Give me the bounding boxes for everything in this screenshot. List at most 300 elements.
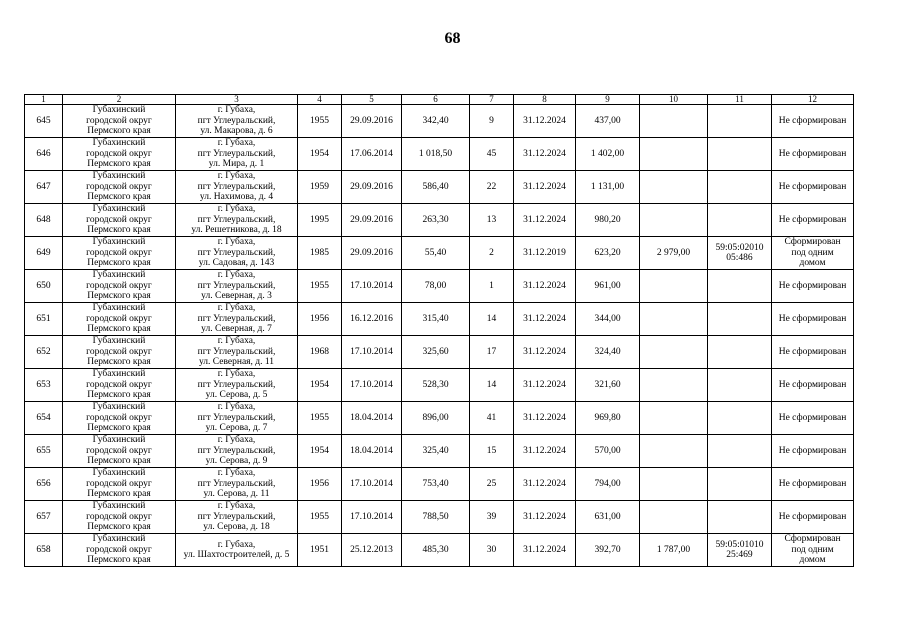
deadline-cell: 31.12.2024	[514, 402, 576, 435]
address-cell-line: г. Губаха,	[217, 171, 256, 182]
year-cell: 1955	[298, 501, 342, 534]
sum1-cell: 1 402,00	[576, 138, 640, 171]
status-cell	[772, 204, 854, 237]
sum2-cell	[640, 435, 708, 468]
row-number-cell: 658	[25, 534, 63, 567]
address-cell	[176, 402, 298, 435]
sum1-cell: 631,00	[576, 501, 640, 534]
municipality-cell-line: Пермского края	[87, 357, 151, 368]
municipality-cell-line: Губахинский	[92, 501, 146, 512]
date-cell: 17.10.2014	[342, 336, 402, 369]
area-cell: 586,40	[402, 171, 470, 204]
address-cell-line: пгт Углеуральский,	[197, 445, 276, 456]
row-number-cell: 656	[25, 468, 63, 501]
address-cell	[176, 204, 298, 237]
table-row	[25, 402, 854, 435]
column-number-cell: 5	[342, 95, 402, 105]
status-cell-line: Не сформирован	[778, 115, 847, 126]
cadastral-cell	[708, 534, 772, 567]
municipality-cell	[63, 270, 176, 303]
address-cell-line: ул. Серова, д. 7	[205, 423, 268, 434]
area-cell: 78,00	[402, 270, 470, 303]
municipality-cell-line: городской округ	[86, 247, 152, 258]
column-number-cell: 12	[772, 95, 854, 105]
address-cell-line: пгт Углеуральский,	[197, 280, 276, 291]
municipality-cell	[63, 435, 176, 468]
municipality-cell	[63, 534, 176, 567]
table-row	[25, 237, 854, 270]
status-cell-line: Сформирован	[784, 237, 841, 248]
status-cell	[772, 369, 854, 402]
sum1-cell: 392,70	[576, 534, 640, 567]
residents-cell: 45	[470, 138, 514, 171]
residents-cell: 13	[470, 204, 514, 237]
area-cell: 485,30	[402, 534, 470, 567]
status-cell-line: Не сформирован	[778, 346, 847, 357]
area-cell: 325,60	[402, 336, 470, 369]
address-cell-line: пгт Углеуральский,	[197, 478, 276, 489]
date-cell: 17.10.2014	[342, 369, 402, 402]
address-cell-line: ул. Серова, д. 5	[205, 390, 268, 401]
area-cell: 1 018,50	[402, 138, 470, 171]
row-number-cell: 652	[25, 336, 63, 369]
municipality-cell-line: Пермского края	[87, 159, 151, 170]
municipality-cell-line: городской округ	[86, 445, 152, 456]
municipality-cell-line: Пермского края	[87, 324, 151, 335]
municipality-cell-line: городской округ	[86, 313, 152, 324]
year-cell: 1995	[298, 204, 342, 237]
municipality-cell-line: Пермского края	[87, 555, 151, 566]
address-cell-line: г. Губаха,	[217, 303, 256, 314]
status-cell	[772, 270, 854, 303]
municipality-cell-line: Губахинский	[92, 204, 146, 215]
address-cell	[176, 369, 298, 402]
status-cell	[772, 468, 854, 501]
row-number-cell: 647	[25, 171, 63, 204]
table-row	[25, 534, 854, 567]
status-cell-line: домом	[799, 555, 826, 566]
sum2-cell	[640, 303, 708, 336]
municipality-cell	[63, 204, 176, 237]
sum1-cell: 794,00	[576, 468, 640, 501]
table-row	[25, 303, 854, 336]
column-number-cell: 3	[176, 95, 298, 105]
address-cell-line: пгт Углеуральский,	[197, 181, 276, 192]
municipality-cell-line: Губахинский	[92, 138, 146, 149]
status-cell-line: домом	[799, 258, 826, 269]
sum1-cell: 623,20	[576, 237, 640, 270]
municipality-cell	[63, 138, 176, 171]
row-number-cell: 654	[25, 402, 63, 435]
address-cell-line: г. Губаха,	[217, 237, 256, 248]
residents-cell: 14	[470, 369, 514, 402]
deadline-cell: 31.12.2024	[514, 336, 576, 369]
table-row	[25, 204, 854, 237]
year-cell: 1954	[298, 369, 342, 402]
column-number-cell: 10	[640, 95, 708, 105]
date-cell: 18.04.2014	[342, 435, 402, 468]
sum2-cell	[640, 138, 708, 171]
deadline-cell: 31.12.2024	[514, 105, 576, 138]
status-cell-line: Не сформирован	[778, 379, 847, 390]
municipality-cell-line: Пермского края	[87, 192, 151, 203]
column-number-cell: 6	[402, 95, 470, 105]
address-cell-line: г. Губаха,	[217, 435, 256, 446]
municipality-cell-line: Губахинский	[92, 468, 146, 479]
status-cell	[772, 402, 854, 435]
municipality-cell-line: Губахинский	[92, 369, 146, 380]
cadastral-cell	[708, 402, 772, 435]
column-number-cell: 9	[576, 95, 640, 105]
table-row	[25, 369, 854, 402]
status-cell-line: Не сформирован	[778, 148, 847, 159]
address-cell	[176, 105, 298, 138]
row-number-cell: 655	[25, 435, 63, 468]
status-cell-line: Не сформирован	[778, 511, 847, 522]
municipality-cell-line: городской округ	[86, 280, 152, 291]
cadastral-cell	[708, 501, 772, 534]
column-number-cell: 4	[298, 95, 342, 105]
address-cell	[176, 534, 298, 567]
column-number-cell: 11	[708, 95, 772, 105]
municipality-cell-line: городской округ	[86, 115, 152, 126]
cadastral-cell	[708, 204, 772, 237]
sum2-cell	[640, 369, 708, 402]
municipality-cell	[63, 336, 176, 369]
date-cell: 29.09.2016	[342, 171, 402, 204]
municipality-cell-line: Губахинский	[92, 534, 146, 545]
year-cell: 1951	[298, 534, 342, 567]
address-cell-line: пгт Углеуральский,	[197, 379, 276, 390]
column-number-cell: 7	[470, 95, 514, 105]
municipality-cell	[63, 369, 176, 402]
residents-cell: 2	[470, 237, 514, 270]
municipality-cell-line: городской округ	[86, 412, 152, 423]
sum1-cell: 570,00	[576, 435, 640, 468]
municipality-cell	[63, 303, 176, 336]
cadastral-cell-line: 59:05:01010	[715, 539, 764, 550]
sum2-cell	[640, 270, 708, 303]
row-number-cell: 657	[25, 501, 63, 534]
municipality-cell-line: Губахинский	[92, 435, 146, 446]
year-cell: 1955	[298, 105, 342, 138]
table-row	[25, 501, 854, 534]
municipality-cell-line: Пермского края	[87, 423, 151, 434]
municipality-cell-line: Пермского края	[87, 522, 151, 533]
municipality-cell	[63, 105, 176, 138]
municipality-cell-line: городской округ	[86, 346, 152, 357]
row-number-cell: 648	[25, 204, 63, 237]
cadastral-cell	[708, 303, 772, 336]
year-cell: 1955	[298, 270, 342, 303]
table-row	[25, 468, 854, 501]
municipality-cell-line: Губахинский	[92, 105, 146, 116]
residents-cell: 15	[470, 435, 514, 468]
address-cell-line: г. Губаха,	[217, 501, 256, 512]
status-cell	[772, 105, 854, 138]
status-cell-line: Не сформирован	[778, 445, 847, 456]
area-cell: 342,40	[402, 105, 470, 138]
address-cell-line: ул. Северная, д. 3	[201, 291, 272, 302]
municipality-cell-line: Губахинский	[92, 336, 146, 347]
municipality-cell-line: Пермского края	[87, 225, 151, 236]
column-number-cell: 2	[63, 95, 176, 105]
address-cell	[176, 303, 298, 336]
municipality-cell-line: городской округ	[86, 148, 152, 159]
address-cell-line: ул. Серова, д. 18	[203, 522, 270, 533]
residents-cell: 14	[470, 303, 514, 336]
address-cell-line: пгт Углеуральский,	[197, 511, 276, 522]
status-cell-line: Не сформирован	[778, 280, 847, 291]
sum2-cell	[640, 336, 708, 369]
status-cell	[772, 534, 854, 567]
sum2-cell: 2 979,00	[640, 237, 708, 270]
address-cell-line: пгт Углеуральский,	[197, 214, 276, 225]
deadline-cell: 31.12.2024	[514, 270, 576, 303]
sum2-cell	[640, 402, 708, 435]
row-number-cell: 645	[25, 105, 63, 138]
status-cell-line: Не сформирован	[778, 478, 847, 489]
date-cell: 29.09.2016	[342, 237, 402, 270]
cadastral-cell	[708, 105, 772, 138]
page-number: 68	[444, 30, 461, 47]
row-number-cell: 653	[25, 369, 63, 402]
municipality-cell	[63, 402, 176, 435]
address-cell-line: ул. Шахтостроителей, д. 5	[183, 550, 290, 560]
residents-cell: 30	[470, 534, 514, 567]
sum1-cell: 1 131,00	[576, 171, 640, 204]
deadline-cell: 31.12.2024	[514, 303, 576, 336]
cadastral-cell-line: 59:05:02010	[715, 242, 764, 253]
status-cell-line: Не сформирован	[778, 181, 847, 192]
cadastral-cell-line: 25:469	[726, 550, 753, 560]
municipality-cell	[63, 501, 176, 534]
municipality-cell	[63, 468, 176, 501]
deadline-cell: 31.12.2024	[514, 171, 576, 204]
municipality-cell-line: городской округ	[86, 511, 152, 522]
municipality-cell-line: Пермского края	[87, 489, 151, 500]
address-cell-line: ул. Северная, д. 7	[201, 324, 272, 335]
date-cell: 18.04.2014	[342, 402, 402, 435]
sum2-cell	[640, 204, 708, 237]
residents-cell: 17	[470, 336, 514, 369]
municipality-cell-line: городской округ	[86, 214, 152, 225]
status-cell	[772, 237, 854, 270]
cadastral-cell	[708, 435, 772, 468]
area-cell: 315,40	[402, 303, 470, 336]
address-cell-line: ул. Северная, д. 11	[198, 357, 275, 368]
status-cell	[772, 501, 854, 534]
deadline-cell: 31.12.2024	[514, 369, 576, 402]
sum1-cell: 980,20	[576, 204, 640, 237]
cadastral-cell	[708, 369, 772, 402]
address-cell-line: г. Губаха,	[217, 270, 256, 281]
address-cell-line: г. Губаха,	[217, 468, 256, 479]
deadline-cell: 31.12.2019	[514, 237, 576, 270]
column-number-row	[25, 95, 854, 105]
address-cell	[176, 138, 298, 171]
row-number-cell: 650	[25, 270, 63, 303]
municipality-cell-line: Губахинский	[92, 303, 146, 314]
cadastral-cell	[708, 138, 772, 171]
table-row	[25, 171, 854, 204]
cadastral-cell-line: 05:486	[726, 253, 753, 263]
municipality-cell-line: Губахинский	[92, 171, 146, 182]
table-row	[25, 435, 854, 468]
address-cell	[176, 435, 298, 468]
municipality-cell-line: Губахинский	[92, 237, 146, 248]
address-cell-line: г. Губаха,	[217, 336, 256, 347]
year-cell: 1968	[298, 336, 342, 369]
deadline-cell: 31.12.2024	[514, 204, 576, 237]
date-cell: 17.06.2014	[342, 138, 402, 171]
status-cell	[772, 171, 854, 204]
address-cell-line: ул. Решетникова, д. 18	[191, 225, 282, 236]
year-cell: 1954	[298, 435, 342, 468]
table-row	[25, 105, 854, 138]
status-cell	[772, 336, 854, 369]
address-cell-line: пгт Углеуральский,	[197, 247, 276, 258]
address-cell-line: г. Губаха,	[217, 204, 256, 215]
date-cell: 29.09.2016	[342, 105, 402, 138]
cadastral-cell	[708, 336, 772, 369]
area-cell: 896,00	[402, 402, 470, 435]
status-cell	[772, 303, 854, 336]
address-cell-line: ул. Садовая, д. 143	[198, 258, 275, 269]
cadastral-cell	[708, 237, 772, 270]
sum1-cell: 437,00	[576, 105, 640, 138]
date-cell: 29.09.2016	[342, 204, 402, 237]
municipality-cell-line: городской округ	[86, 544, 152, 555]
residents-cell: 1	[470, 270, 514, 303]
column-number-cell: 1	[25, 95, 63, 105]
residents-cell: 22	[470, 171, 514, 204]
residents-cell: 41	[470, 402, 514, 435]
year-cell: 1956	[298, 303, 342, 336]
address-cell-line: г. Губаха,	[217, 539, 256, 550]
municipality-cell-line: Губахинский	[92, 270, 146, 281]
sum1-cell: 321,60	[576, 369, 640, 402]
address-cell-line: ул. Мира, д. 1	[208, 159, 265, 170]
sum2-cell	[640, 105, 708, 138]
address-cell	[176, 501, 298, 534]
date-cell: 17.10.2014	[342, 468, 402, 501]
municipality-cell-line: городской округ	[86, 181, 152, 192]
status-cell-line: под одним	[791, 544, 834, 555]
deadline-cell: 31.12.2024	[514, 435, 576, 468]
address-cell-line: пгт Углеуральский,	[197, 313, 276, 324]
address-cell-line: г. Губаха,	[217, 369, 256, 380]
year-cell: 1955	[298, 402, 342, 435]
column-number-cell: 8	[514, 95, 576, 105]
date-cell: 25.12.2013	[342, 534, 402, 567]
status-cell	[772, 138, 854, 171]
row-number-cell: 651	[25, 303, 63, 336]
residents-cell: 39	[470, 501, 514, 534]
address-cell-line: ул. Серова, д. 9	[205, 456, 268, 467]
status-cell-line: Не сформирован	[778, 313, 847, 324]
year-cell: 1959	[298, 171, 342, 204]
status-cell	[772, 435, 854, 468]
address-cell-line: ул. Макарова, д. 6	[200, 126, 273, 137]
area-cell: 325,40	[402, 435, 470, 468]
address-cell-line: г. Губаха,	[217, 402, 256, 413]
sum2-cell	[640, 501, 708, 534]
municipality-cell-line: Пермского края	[87, 258, 151, 269]
municipality-cell	[63, 237, 176, 270]
sum1-cell: 961,00	[576, 270, 640, 303]
area-cell: 55,40	[402, 237, 470, 270]
status-cell-line: под одним	[791, 247, 834, 258]
address-cell-line: пгт Углеуральский,	[197, 115, 276, 126]
status-cell-line: Сформирован	[784, 534, 841, 545]
sum1-cell: 969,80	[576, 402, 640, 435]
table-row	[25, 336, 854, 369]
cadastral-cell	[708, 270, 772, 303]
deadline-cell: 31.12.2024	[514, 501, 576, 534]
area-cell: 528,30	[402, 369, 470, 402]
residents-cell: 9	[470, 105, 514, 138]
date-cell: 17.10.2014	[342, 270, 402, 303]
address-cell-line: г. Губаха,	[217, 105, 256, 116]
address-cell-line: пгт Углеуральский,	[197, 412, 276, 423]
municipality-cell-line: городской округ	[86, 478, 152, 489]
status-cell-line: Не сформирован	[778, 412, 847, 423]
date-cell: 16.12.2016	[342, 303, 402, 336]
year-cell: 1985	[298, 237, 342, 270]
address-cell	[176, 270, 298, 303]
year-cell: 1956	[298, 468, 342, 501]
municipality-cell-line: Пермского края	[87, 390, 151, 401]
sum2-cell	[640, 171, 708, 204]
year-cell: 1954	[298, 138, 342, 171]
area-cell: 788,50	[402, 501, 470, 534]
municipality-cell	[63, 171, 176, 204]
residents-cell: 25	[470, 468, 514, 501]
deadline-cell: 31.12.2024	[514, 138, 576, 171]
municipality-cell-line: Губахинский	[92, 402, 146, 413]
row-number-cell: 646	[25, 138, 63, 171]
table-row	[25, 138, 854, 171]
status-cell-line: Не сформирован	[778, 214, 847, 225]
address-cell-line: ул. Серова, д. 11	[203, 489, 270, 500]
address-cell	[176, 237, 298, 270]
cadastral-cell	[708, 468, 772, 501]
sum2-cell	[640, 468, 708, 501]
municipality-cell-line: Пермского края	[87, 291, 151, 302]
sum1-cell: 344,00	[576, 303, 640, 336]
address-cell	[176, 336, 298, 369]
sum1-cell: 324,40	[576, 336, 640, 369]
address-cell-line: г. Губаха,	[217, 138, 256, 149]
sum2-cell: 1 787,00	[640, 534, 708, 567]
address-cell-line: ул. Нахимова, д. 4	[199, 192, 274, 203]
cadastral-cell	[708, 171, 772, 204]
table-row	[25, 270, 854, 303]
address-cell	[176, 468, 298, 501]
address-cell	[176, 171, 298, 204]
date-cell: 17.10.2014	[342, 501, 402, 534]
address-cell-line: пгт Углеуральский,	[197, 148, 276, 159]
area-cell: 263,30	[402, 204, 470, 237]
register-table	[24, 94, 854, 567]
deadline-cell: 31.12.2024	[514, 468, 576, 501]
municipality-cell-line: городской округ	[86, 379, 152, 390]
area-cell: 753,40	[402, 468, 470, 501]
row-number-cell: 649	[25, 237, 63, 270]
address-cell-line: пгт Углеуральский,	[197, 346, 276, 357]
deadline-cell: 31.12.2024	[514, 534, 576, 567]
